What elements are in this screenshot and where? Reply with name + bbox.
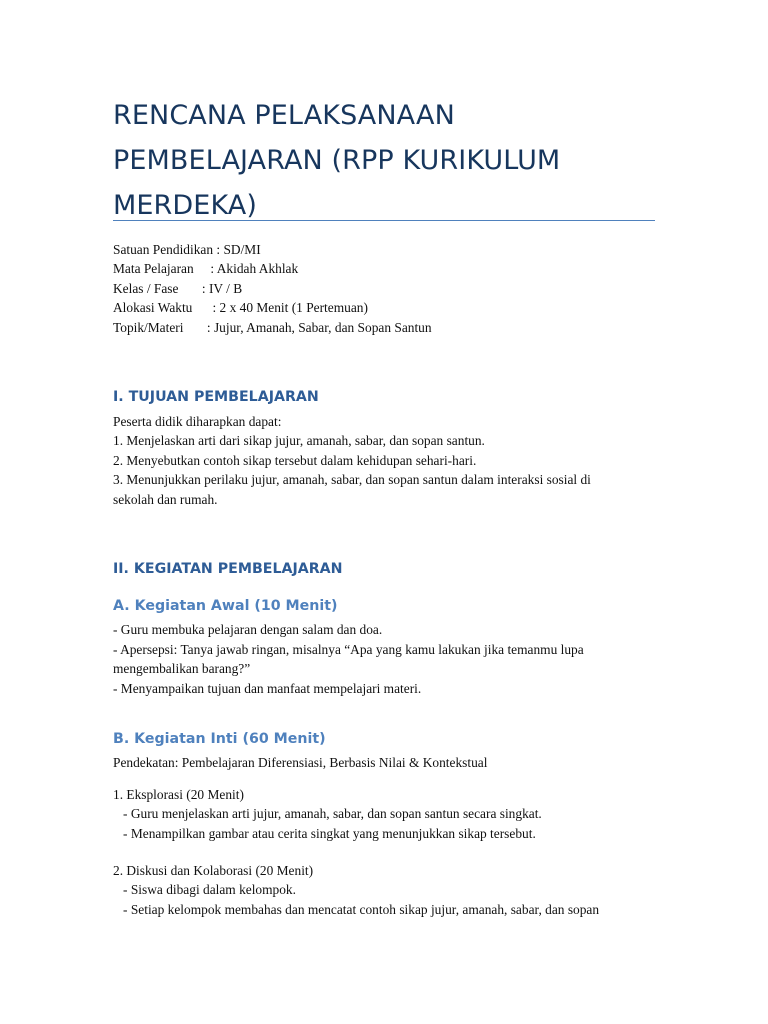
- awal-item-apersepsi-cont: mengembalikan barang?”: [113, 661, 251, 676]
- title-underline: [113, 220, 655, 221]
- tujuan-item-3-cont: sekolah dan rumah.: [113, 492, 218, 507]
- awal-item-tujuan: - Menyampaikan tujuan dan manfaat mempelajari materi.: [113, 681, 422, 696]
- inti-eksplorasi-item-2: - Menampilkan gambar atau cerita singkat yang menunjukkan sikap tersebut.: [113, 826, 536, 841]
- section-heading-tujuan: I. TUJUAN PEMBELAJARAN: [113, 389, 319, 405]
- info-topik-materi: Topik/Materi : Jujur, Amanah, Sabar, dan Sopan Santun: [113, 320, 432, 335]
- inti-diskusi-item-1: - Siswa dibagi dalam kelompok.: [113, 882, 296, 897]
- awal-item-salam: - Guru membuka pelajaran dengan salam dan doa.: [113, 622, 383, 637]
- awal-item-apersepsi: - Apersepsi: Tanya jawab ringan, misalnya “Apa yang kamu lakukan jika temanmu lupa: [113, 642, 584, 657]
- inti-diskusi-item-2: - Setiap kelompok membahas dan mencatat contoh sikap jujur, amanah, sabar, dan sopan: [113, 902, 600, 917]
- subheading-kegiatan-inti: B. Kegiatan Inti (60 Menit): [113, 731, 326, 747]
- tujuan-item-2: 2. Menyebutkan contoh sikap tersebut dalam kehidupan sehari-hari.: [113, 453, 477, 468]
- tujuan-intro: Peserta didik diharapkan dapat:: [113, 414, 282, 429]
- info-kelas-fase: Kelas / Fase : IV / B: [113, 281, 243, 296]
- info-satuan-pendidikan: Satuan Pendidikan : SD/MI: [113, 242, 261, 257]
- tujuan-item-1: 1. Menjelaskan arti dari sikap jujur, amanah, sabar, dan sopan santun.: [113, 433, 485, 448]
- tujuan-item-3: 3. Menunjukkan perilaku jujur, amanah, sabar, dan sopan santun dalam interaksi sosial di: [113, 472, 591, 487]
- inti-eksplorasi-item-1: - Guru menjelaskan arti jujur, amanah, sabar, dan sopan santun secara singkat.: [113, 806, 542, 821]
- document-title: RENCANA PELAKSANAAN PEMBELAJARAN (RPP KURIKULUM MERDEKA): [113, 100, 561, 221]
- inti-eksplorasi-title: 1. Eksplorasi (20 Menit): [113, 787, 244, 802]
- inti-diskusi-title: 2. Diskusi dan Kolaborasi (20 Menit): [113, 863, 314, 878]
- info-alokasi-waktu: Alokasi Waktu : 2 x 40 Menit (1 Pertemuan): [113, 300, 368, 315]
- section-heading-kegiatan: II. KEGIATAN PEMBELAJARAN: [113, 561, 343, 577]
- info-mata-pelajaran: Mata Pelajaran : Akidah Akhlak: [113, 261, 299, 276]
- subheading-kegiatan-awal: A. Kegiatan Awal (10 Menit): [113, 598, 338, 614]
- inti-pendekatan: Pendekatan: Pembelajaran Diferensiasi, Berbasis Nilai & Kontekstual: [113, 755, 488, 770]
